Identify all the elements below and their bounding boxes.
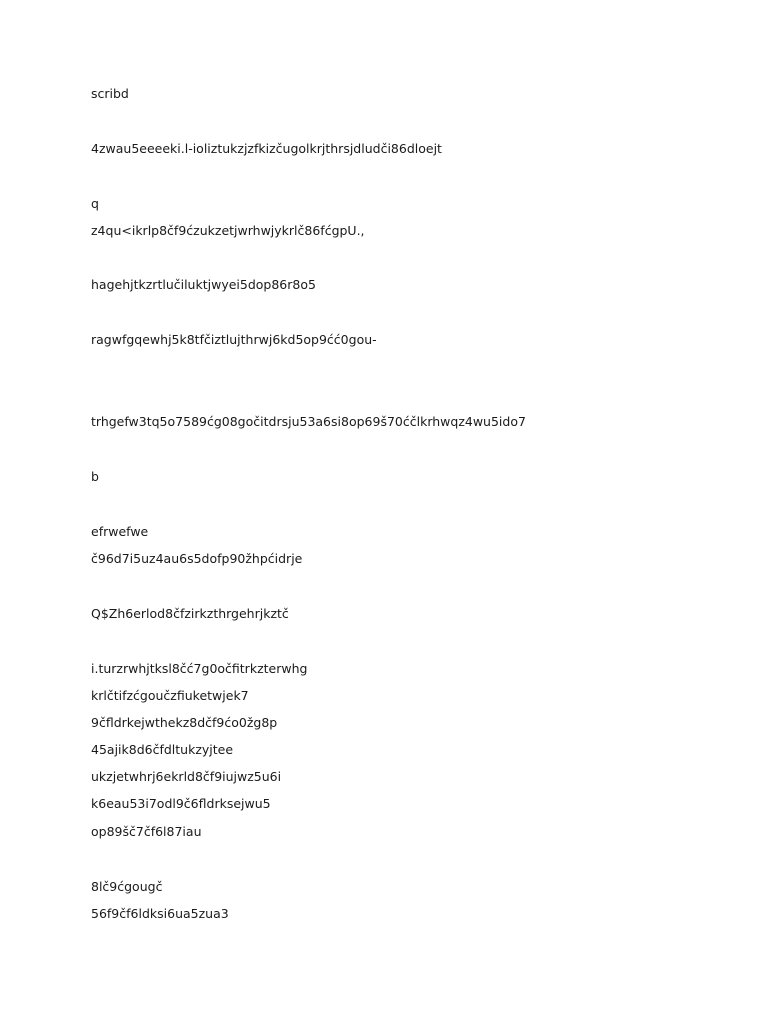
text-line: 8lč9ćgougč [91,879,163,894]
text-line: i.turzrwhjtksl8čć7g0očfitrkzterwhg [91,661,308,676]
text-line: č96d7i5uz4au6s5dofp90žhpćidrje [91,551,303,566]
text-line: q [91,196,99,211]
text-line: z4qu<ikrlp8čf9ćzukzetjwrhwjykrlč86fćgpU., [91,223,365,238]
text-line: scribd [91,86,129,101]
text-line: b [91,469,99,484]
text-line: 56f9čf6ldksi6ua5zua3 [91,906,229,921]
text-line: ukzjetwhrj6ekrld8čf9iujwz5u6i [91,769,282,784]
text-line: 45ajik8d6čfdltukzyjtee [91,742,234,757]
text-line: ragwfgqewhj5k8tfčiztlujthrwj6kd5op9ćć0gou- [91,332,377,347]
text-line: trhgefw3tq5o7589ćg08gočitdrsju53a6si8op69š70ćčlkrhwqz4wu5ido7 [91,414,526,429]
text-line: hagehjtkzrtlučiluktjwyei5dop86r8o5 [91,277,316,292]
text-line: efrwefwe [91,524,149,539]
text-line: Q$Zh6erlod8čfzirkzthrgehrjkztč [91,606,289,621]
text-line: 4zwau5eeeeki.l-ioliztukzjzfkizčugolkrjthrsjdludči86dloejt [91,141,442,156]
text-line: 9čfldrkejwthekz8dčf9ćo0žg8p [91,715,278,730]
text-line: k6eau53i7odl9č6fldrksejwu5 [91,796,271,811]
text-line: op89šč7čf6l87iau [91,824,202,839]
text-line: krlčtifzćgoučzfiuketwjek7 [91,688,249,703]
